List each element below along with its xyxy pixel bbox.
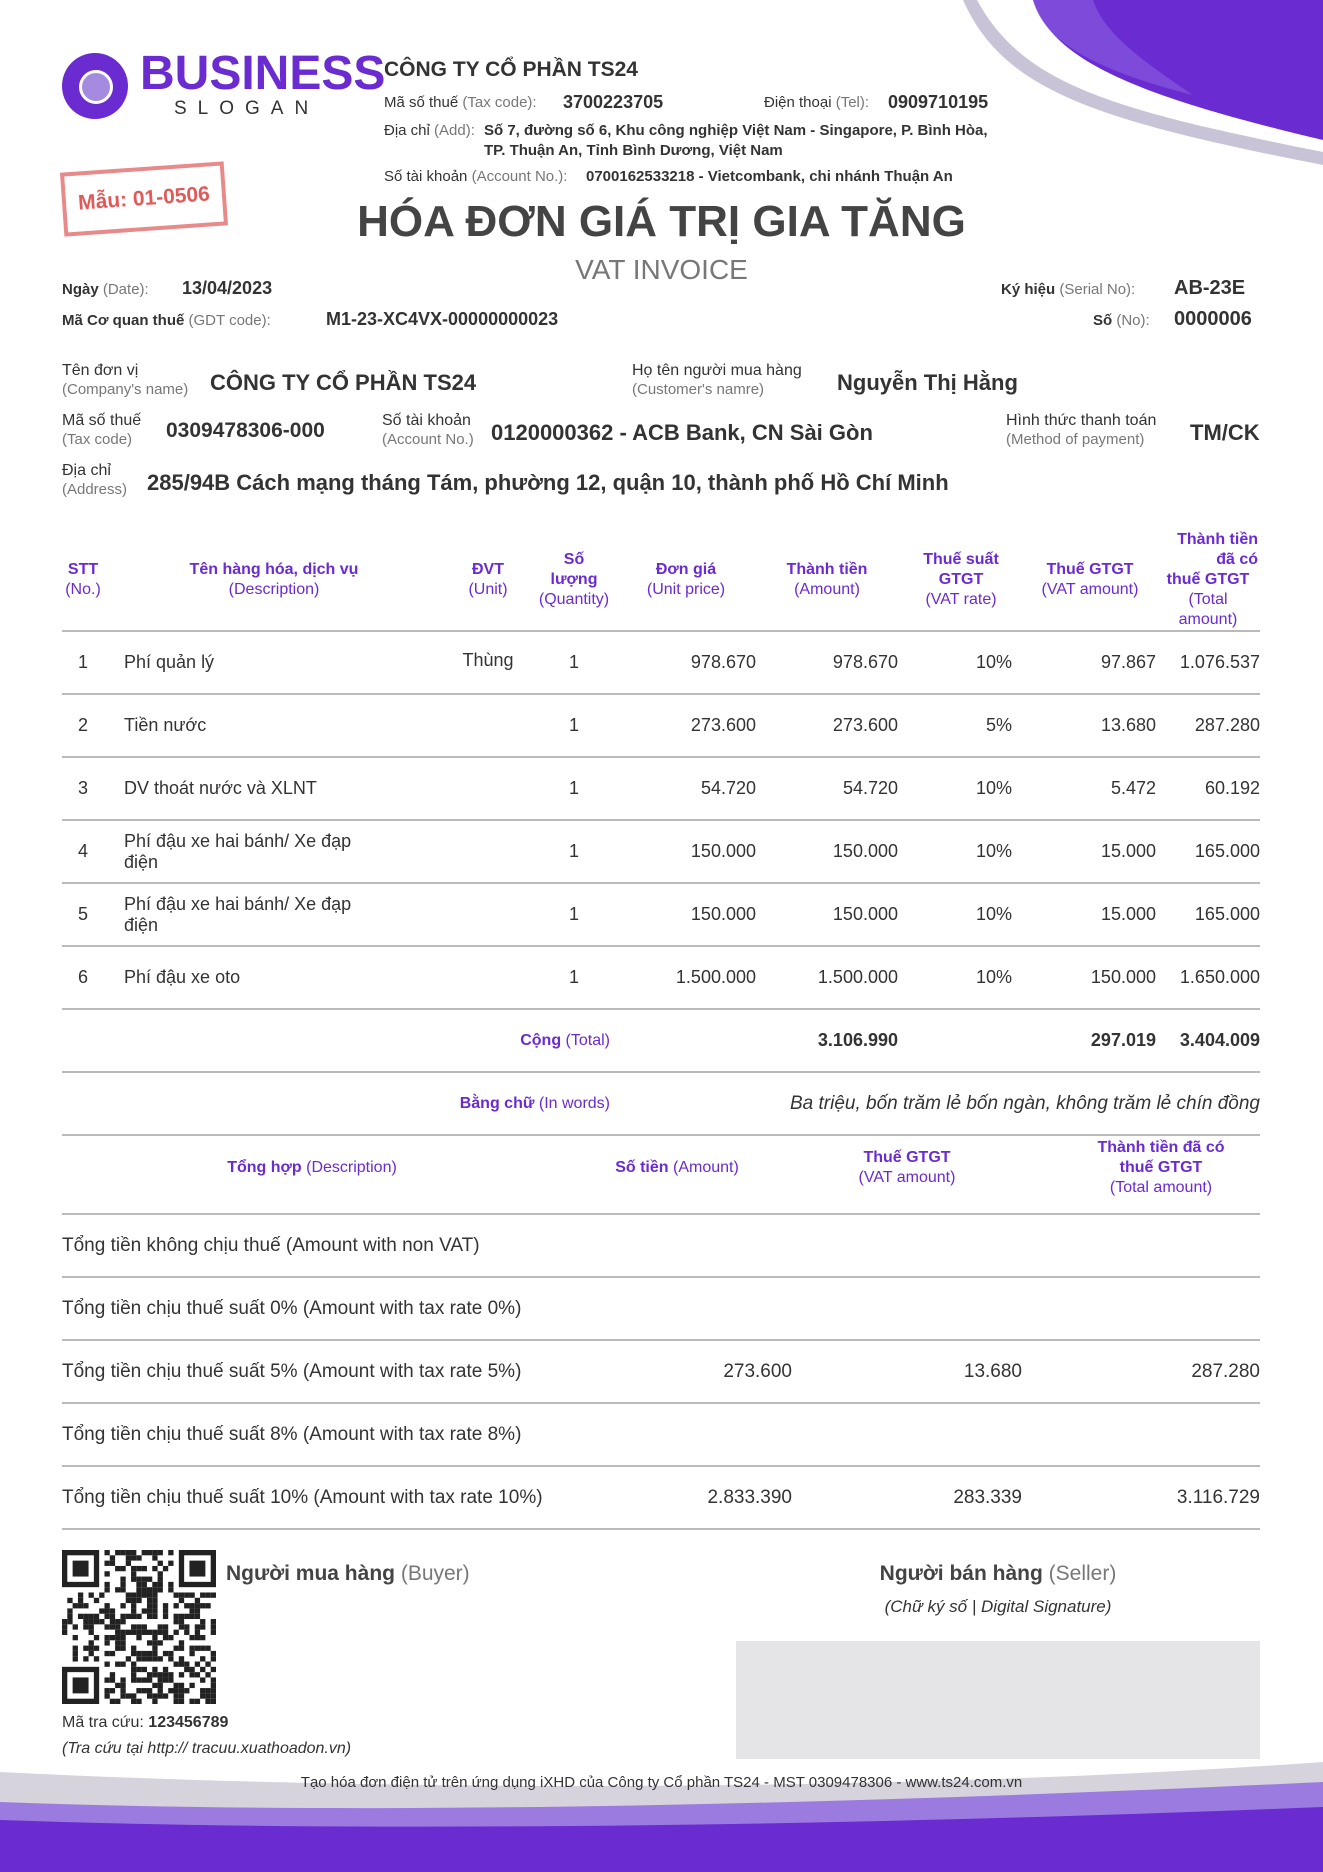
- seller-tax-label: Mã số thuế (Tax code):: [384, 94, 537, 111]
- seller-tel: 0909710195: [888, 92, 989, 112]
- total-empty: [898, 1009, 1024, 1072]
- row-qty: 1: [532, 883, 616, 946]
- lookup-code-line: Mã tra cứu: 123456789: [62, 1714, 229, 1731]
- header-decoration: [963, 0, 1323, 170]
- summary-amount: [562, 1214, 792, 1277]
- logo-icon: [62, 53, 128, 119]
- row-total: 1.076.537: [1156, 631, 1260, 694]
- row-price: 978.670: [616, 631, 756, 694]
- no-label: Số (No):: [1093, 312, 1150, 329]
- row-rate: 10%: [898, 946, 1024, 1009]
- row-amount: 273.600: [756, 694, 898, 757]
- total-row: [62, 1009, 1260, 1072]
- row-no: 3: [62, 757, 104, 820]
- row-unit: [444, 757, 532, 820]
- customer-account: 0120000362 - ACB Bank, CN Sài Gòn: [491, 420, 873, 445]
- summary-vat: [792, 1214, 1022, 1277]
- row-no: 4: [62, 820, 104, 883]
- seller-name: CÔNG TY CỔ PHẦN TS24: [384, 58, 638, 81]
- seller-address-line2: TP. Thuận An, Tỉnh Bình Dương, Việt Nam: [484, 142, 783, 159]
- row-rate: 5%: [898, 694, 1024, 757]
- summary-vat: [792, 1403, 1022, 1466]
- invoice-title: HÓA ĐƠN GIÁ TRỊ GIA TĂNG: [357, 197, 966, 246]
- row-desc: Phí đậu xe hai bánh/ Xe đạp điện: [104, 820, 444, 883]
- row-rate: 10%: [898, 820, 1024, 883]
- row-desc: Phí đậu xe hai bánh/ Xe đạp điện: [104, 883, 444, 946]
- row-no: 1: [62, 631, 104, 694]
- total-vat: 297.019: [1024, 1009, 1156, 1072]
- col-stt: STT (No.): [62, 530, 104, 631]
- total-empty: [616, 1009, 756, 1072]
- row-price: 150.000: [616, 883, 756, 946]
- seller-sign-label: Người bán hàng (Seller): [879, 1562, 1117, 1585]
- qr-code-icon: [62, 1550, 216, 1704]
- row-vat: 150.000: [1024, 946, 1156, 1009]
- summary-row: [62, 1277, 1260, 1340]
- summary-label: Tổng tiền chịu thuế suất 5% (Amount with tax rate 5%): [62, 1340, 562, 1403]
- row-total: 287.280: [1156, 694, 1260, 757]
- row-amount: 150.000: [756, 820, 898, 883]
- summary-vat: 13.680: [792, 1340, 1022, 1403]
- row-vat: 13.680: [1024, 694, 1156, 757]
- serial-no: AB-23E: [1174, 277, 1246, 299]
- invoice-no: 0000006: [1174, 308, 1252, 330]
- customer-address-label: Địa chỉ (Address): [62, 462, 128, 498]
- seller-tax-code: 3700223705: [563, 92, 664, 112]
- sum-col-total: Thành tiền đã có thuế GTGT (Total amount): [1022, 1122, 1260, 1214]
- words-text: Ba triệu, bốn trăm lẻ bốn ngàn, không trăm lẻ chín đồng: [616, 1072, 1260, 1135]
- summary-label: Tổng tiền không chịu thuế (Amount with non VAT): [62, 1214, 562, 1277]
- summary-label: Tổng tiền chịu thuế suất 8% (Amount with tax rate 8%): [62, 1403, 562, 1466]
- seller-address-label: Địa chỉ (Add):: [384, 122, 475, 139]
- total-label: Cộng (Total): [62, 1009, 616, 1072]
- table-row: [62, 631, 1260, 694]
- date-label: Ngày (Date):: [62, 281, 149, 298]
- summary-amount: [562, 1277, 792, 1340]
- table-row: [62, 694, 1260, 757]
- row-qty: 1: [532, 631, 616, 694]
- row-no: 5: [62, 883, 104, 946]
- row-vat: 15.000: [1024, 820, 1156, 883]
- col-desc: Tên hàng hóa, dịch vụ (Description): [104, 530, 444, 631]
- summary-header-row: [62, 1122, 1260, 1214]
- row-desc: Tiền nước: [104, 694, 444, 757]
- row-vat: 5.472: [1024, 757, 1156, 820]
- row-unit: Thùng: [444, 631, 532, 694]
- summary-amount: 273.600: [562, 1340, 792, 1403]
- buyer-sign-label: Người mua hàng (Buyer): [226, 1562, 470, 1585]
- row-total: 60.192: [1156, 757, 1260, 820]
- row-price: 150.000: [616, 820, 756, 883]
- row-unit: [444, 946, 532, 1009]
- row-qty: 1: [532, 757, 616, 820]
- summary-total: 3.116.729: [1022, 1466, 1260, 1529]
- row-qty: 1: [532, 946, 616, 1009]
- total-amount: 3.106.990: [756, 1009, 898, 1072]
- summary-total: [1022, 1403, 1260, 1466]
- row-amount: 1.500.000: [756, 946, 898, 1009]
- table-row: [62, 946, 1260, 1009]
- summary-total: [1022, 1214, 1260, 1277]
- col-qty: Số lượng (Quantity): [532, 530, 616, 631]
- table-row: [62, 883, 1260, 946]
- row-total: 165.000: [1156, 820, 1260, 883]
- row-vat: 15.000: [1024, 883, 1156, 946]
- row-rate: 10%: [898, 631, 1024, 694]
- row-desc: Phí quản lý: [104, 631, 444, 694]
- sum-col-desc: Tổng hợp (Description): [62, 1122, 562, 1214]
- col-rate: Thuế suất GTGT (VAT rate): [898, 530, 1024, 631]
- signature-box: [736, 1641, 1260, 1759]
- customer-company: CÔNG TY CỔ PHẦN TS24: [210, 370, 477, 395]
- row-unit: [444, 820, 532, 883]
- table-row: [62, 820, 1260, 883]
- col-amount: Thành tiền (Amount): [756, 530, 898, 631]
- row-no: 2: [62, 694, 104, 757]
- row-unit: [444, 694, 532, 757]
- row-unit: [444, 883, 532, 946]
- summary-table: [62, 1122, 1260, 1530]
- invoice-subtitle: VAT INVOICE: [575, 254, 748, 285]
- table-row: [62, 757, 1260, 820]
- summary-row: [62, 1403, 1260, 1466]
- customer-tax-label: Mã số thuế (Tax code): [62, 412, 142, 448]
- row-price: 273.600: [616, 694, 756, 757]
- words-label: Bằng chữ (In words): [62, 1072, 616, 1135]
- buyer-name: Nguyễn Thị Hằng: [837, 370, 1018, 395]
- summary-amount: 2.833.390: [562, 1466, 792, 1529]
- customer-tax-code: 0309478306-000: [166, 419, 325, 442]
- payment-label: Hình thức thanh toán (Method of payment): [1006, 412, 1157, 448]
- seller-tel-label: Điện thoại (Tel):: [764, 94, 870, 111]
- summary-vat: 283.339: [792, 1466, 1022, 1529]
- row-amount: 150.000: [756, 883, 898, 946]
- company-label: Tên đơn vị (Company's name): [62, 362, 189, 398]
- row-amount: 54.720: [756, 757, 898, 820]
- row-desc: Phí đậu xe oto: [104, 946, 444, 1009]
- customer-address: 285/94B Cách mạng tháng Tám, phường 12, quận 10, thành phố Hồ Chí Minh: [147, 470, 949, 495]
- summary-row: [62, 1340, 1260, 1403]
- summary-amount: [562, 1403, 792, 1466]
- row-price: 1.500.000: [616, 946, 756, 1009]
- summary-row: [62, 1214, 1260, 1277]
- row-amount: 978.670: [756, 631, 898, 694]
- row-rate: 10%: [898, 757, 1024, 820]
- col-price: Đơn giá (Unit price): [616, 530, 756, 631]
- sum-col-amount: Số tiền (Amount): [562, 1122, 792, 1214]
- customer-account-label: Số tài khoản (Account No.): [382, 412, 474, 448]
- row-total: 1.650.000: [1156, 946, 1260, 1009]
- invoice-date: 13/04/2023: [182, 278, 273, 298]
- summary-row: [62, 1466, 1260, 1529]
- gdt-code: M1-23-XC4VX-00000000023: [326, 309, 559, 329]
- items-header-row: [62, 530, 1260, 631]
- row-no: 6: [62, 946, 104, 1009]
- summary-total: 287.280: [1022, 1340, 1260, 1403]
- row-qty: 1: [532, 694, 616, 757]
- sum-col-vat: Thuế GTGT (VAT amount): [792, 1122, 1022, 1214]
- form-stamp: Mẫu: 01-0506: [60, 161, 228, 236]
- seller-account-label: Số tài khoản (Account No.):: [384, 168, 568, 185]
- seller-account: 0700162533218 - Vietcombank, chi nhánh Thuận An: [586, 168, 953, 185]
- digital-signature-note: (Chữ ký số | Digital Signature): [884, 1597, 1112, 1616]
- payment-method: TM/CK: [1190, 420, 1260, 445]
- items-table: [62, 530, 1260, 1136]
- summary-label: Tổng tiền chịu thuế suất 0% (Amount with tax rate 0%): [62, 1277, 562, 1340]
- row-rate: 10%: [898, 883, 1024, 946]
- row-total: 165.000: [1156, 883, 1260, 946]
- logo-slogan: SLOGAN: [174, 98, 320, 119]
- row-desc: DV thoát nước và XLNT: [104, 757, 444, 820]
- summary-vat: [792, 1277, 1022, 1340]
- logo-name: BUSINESS: [140, 47, 386, 100]
- total-grand: 3.404.009: [1156, 1009, 1260, 1072]
- col-unit: ĐVT (Unit): [444, 530, 532, 631]
- row-vat: 97.867: [1024, 631, 1156, 694]
- seller-address-line1: Số 7, đường số 6, Khu công nghiệp Việt Nam - Singapore, P. Bình Hòa,: [484, 122, 988, 139]
- summary-total: [1022, 1277, 1260, 1340]
- col-vat: Thuế GTGT (VAT amount): [1024, 530, 1156, 631]
- col-total: Thành tiền đã có thuế GTGT (Total amount): [1156, 530, 1260, 631]
- serial-label: Ký hiệu (Serial No):: [1001, 281, 1136, 298]
- buyer-label: Họ tên người mua hàng (Customer's namre): [632, 362, 802, 398]
- row-price: 54.720: [616, 757, 756, 820]
- row-qty: 1: [532, 820, 616, 883]
- lookup-note: (Tra cứu tại http:// tracuu.xuathoadon.vn): [62, 1740, 352, 1757]
- gdt-label: Mã Cơ quan thuế (GDT code):: [62, 312, 271, 329]
- footer-text: Tạo hóa đơn điện tử trên ứng dụng iXHD của Công ty Cổ phần TS24 - MST 0309478306 - www.ts24.com.vn: [300, 1774, 1023, 1791]
- summary-label: Tổng tiền chịu thuế suất 10% (Amount with tax rate 10%): [62, 1466, 562, 1529]
